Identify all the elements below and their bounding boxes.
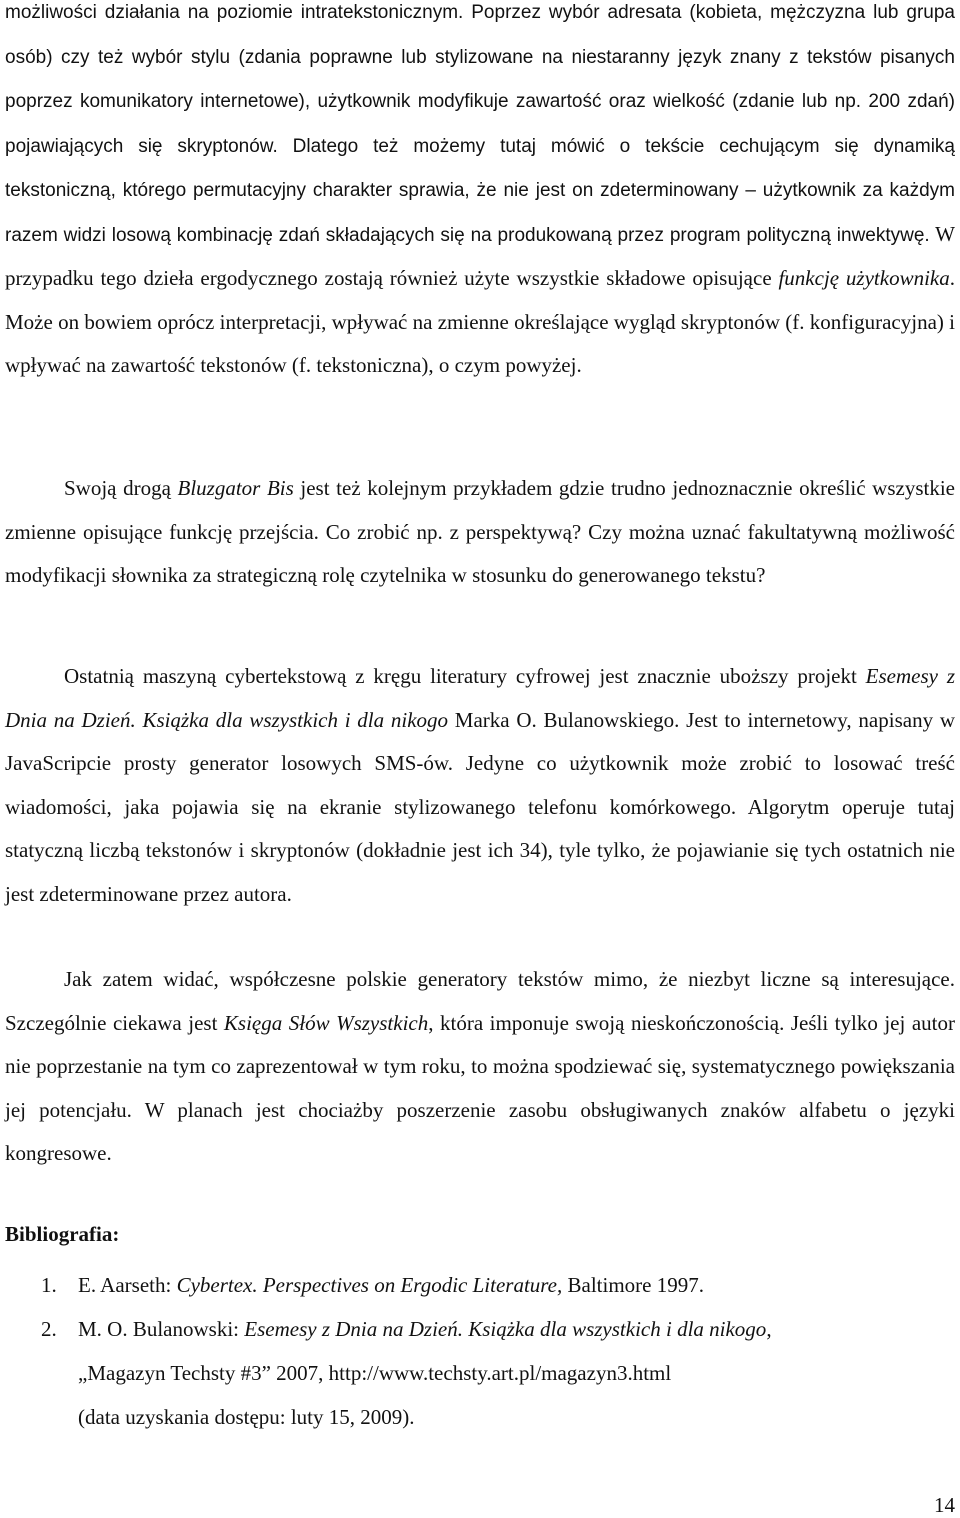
paragraph-1-italic: funkcję użytkownika xyxy=(778,266,950,290)
paragraph-4-text-2: , która imponuje swoją nieskończonością. Jeśli tylko jej autor nie poprzestanie na tym co zaprezentował w tym roku, to można spodziewać się, systematycznego powiększania jej potencjału. W planach jest chociażby poszerzenie zasobu obsługiwanych znaków alfabetu o języki kongresowe. xyxy=(5,1010,955,1165)
bibliography-title: Cybertex. Perspectives on Ergodic Literature, xyxy=(176,1273,563,1297)
bibliography-details: , xyxy=(766,1317,772,1341)
bibliography-number: 2. xyxy=(41,1317,57,1341)
paragraph-2-italic: Bluzgator Bis xyxy=(177,476,294,500)
bibliography-item xyxy=(5,1263,955,1307)
document-page xyxy=(5,0,955,1517)
bibliography-item xyxy=(5,1307,955,1439)
bibliography-heading: Bibliografia: xyxy=(5,1222,120,1246)
paragraph-1-text-3: . Może on bowiem oprócz interpretacji, wpływać na zmienne określające wygląd skryptonów (f. konfiguracyjna) i wpływać na zawartość tekstonów (f. tekstoniczna), o czym powyżej. xyxy=(5,266,955,377)
bibliography-source: „Magazyn Techsty #3” 2007, http://www.techsty.art.pl/magazyn3.html xyxy=(78,1361,672,1385)
paragraph-2-text: Swoją drogą xyxy=(64,476,178,500)
bibliography-details: Baltimore 1997. xyxy=(562,1273,704,1297)
bibliography-title: Esemesy z Dnia na Dzień. Książka dla wszystkich i dla nikogo xyxy=(244,1317,767,1341)
paragraph-3 xyxy=(5,655,955,916)
paragraph-3-italic: Esemesy z Dnia na Dzień. Książka dla wszystkich i dla nikogo xyxy=(5,664,955,732)
paragraph-2-text-2: jest też kolejnym przykładem gdzie trudno jednoznacznie określić wszystkie zmienne opisujące funkcję przejścia. Co zrobić np. z perspektywą? Czy można uznać fakultatywną możliwość modyfikacji słownika za strategiczną rolę czytelnika w stosunku do generowanego tekstu? xyxy=(5,476,955,587)
paragraph-4-text: Jak zatem widać, współczesne polskie generatory tekstów mimo, że niezbyt liczne są interesujące. Szczególnie ciekawa jest xyxy=(5,967,955,1035)
paragraph-4 xyxy=(5,958,955,1176)
bibliography-author: E. Aarseth: xyxy=(78,1273,177,1297)
paragraph-4-italic: Księga Słów Wszystkich xyxy=(223,1010,429,1035)
paragraph-1-text: możliwości działania na poziomie intratekstonicznym. Poprzez wybór adresata (kobieta, mężczyzna lub grupa osób) czy też wybór stylu (zdania poprawne lub stylizowane na niestaranny język znany z tekstów pisanych poprzez komunikatory internetowe), użytkownik modyfikuje zawartość oraz wielkość (zdanie lub np. 200 zdań) pojawiających się skryptonów. Dlatego też możemy tutaj mówić o tekście cechującym się dynamiką tekstoniczną, którego permutacyjny charakter sprawia, że nie jest on zdeterminowany – użytkownik za każdym razem widzi losową kombinację zdań składających się na produkowaną przez program polityczną inwektywę. xyxy=(5,2,955,246)
page-number: 14 xyxy=(934,1493,955,1517)
bibliography-author: M. O. Bulanowski: xyxy=(78,1317,245,1341)
paragraph-1-text-2: W przypadku tego dzieła ergodycznego zostają również użyte wszystkie składowe opisujące xyxy=(5,221,955,290)
paragraph-1 xyxy=(5,0,955,388)
bibliography-access-date: (data uzyskania dostępu: luty 15, 2009). xyxy=(78,1405,415,1429)
paragraph-3-text: Ostatnią maszyną cybertekstową z kręgu literatury cyfrowej jest znacznie uboższy projekt xyxy=(64,664,866,688)
bibliography-number: 1. xyxy=(41,1273,57,1297)
bibliography-list xyxy=(5,1263,955,1439)
paragraph-2 xyxy=(5,467,955,598)
paragraph-3-text-2: Marka O. Bulanowskiego. Jest to internetowy, napisany w JavaScripcie prosty generator losowych SMS-ów. Jedyne co użytkownik może zrobić to losować treść wiadomości, jaka pojawia się na ekranie stylizowanego telefonu komórkowego. Algorytm operuje tutaj statyczną liczbą tekstonów i skryptonów (dokładnie jest ich 34), tyle tylko, że pojawianie się tych ostatnich nie jest zdeterminowane przez autora. xyxy=(5,707,955,906)
